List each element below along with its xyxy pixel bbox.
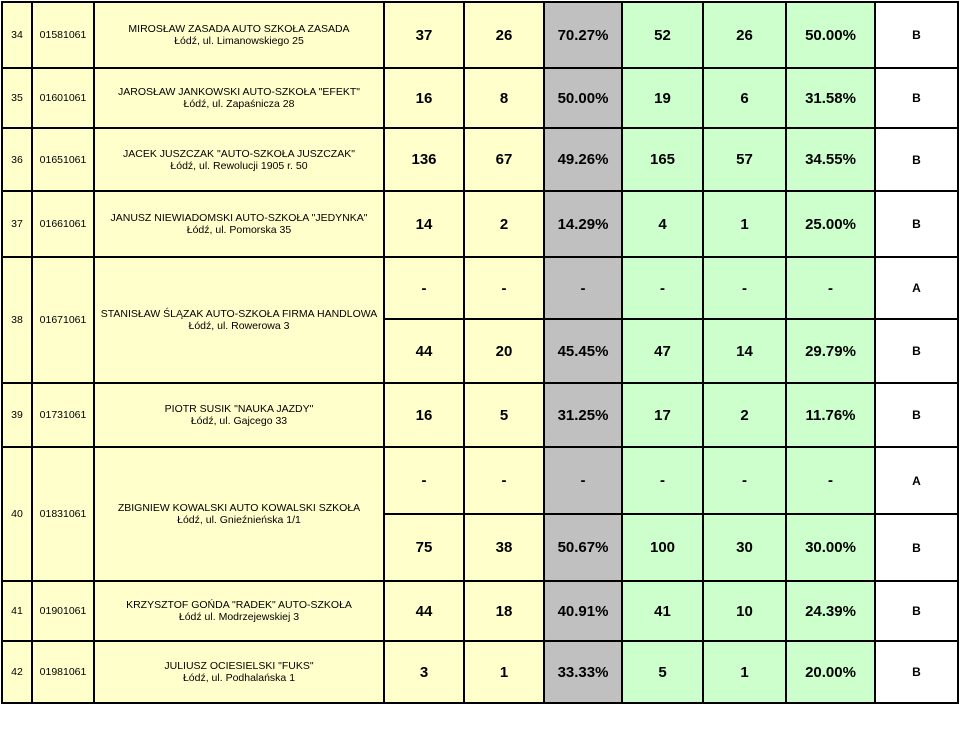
attempts: 100 <box>622 514 703 581</box>
school-code: 01581061 <box>32 2 94 68</box>
school-info <box>94 383 384 447</box>
school-info <box>94 257 384 383</box>
school-info <box>94 128 384 191</box>
pass-rate: 50.67% <box>544 514 622 581</box>
license-category: B <box>875 68 958 128</box>
attempts: 19 <box>622 68 703 128</box>
attempts: 52 <box>622 2 703 68</box>
passed: 1 <box>464 641 544 703</box>
passed: 18 <box>464 581 544 641</box>
school-address: Łódź, ul. Gnieźnieńska 1/1 <box>177 514 301 526</box>
school-address: Łódź, ul. Rowerowa 3 <box>188 320 290 332</box>
attempts: - <box>622 257 703 319</box>
attempts: 41 <box>622 581 703 641</box>
school-code: 01601061 <box>32 68 94 128</box>
passed-attempts: 30 <box>703 514 786 581</box>
attempt-pass-rate: 31.58% <box>786 68 875 128</box>
passed: 20 <box>464 319 544 383</box>
school-info <box>94 191 384 257</box>
candidates: 16 <box>384 383 464 447</box>
pass-rate: 70.27% <box>544 2 622 68</box>
row-number: 35 <box>2 68 32 128</box>
candidates: 16 <box>384 68 464 128</box>
passed-attempts: 1 <box>703 641 786 703</box>
school-code: 01831061 <box>32 447 94 581</box>
table-row <box>2 128 958 191</box>
school-address: Łódź, ul. Zapaśnicza 28 <box>183 98 295 110</box>
passed: 5 <box>464 383 544 447</box>
attempt-pass-rate: 30.00% <box>786 514 875 581</box>
school-name: ZBIGNIEW KOWALSKI AUTO KOWALSKI SZKOŁA <box>117 502 361 514</box>
license-category: A <box>875 257 958 319</box>
school-name: JAROSŁAW JANKOWSKI AUTO-SZKOŁA "EFEKT" <box>117 86 360 98</box>
license-category: B <box>875 514 958 581</box>
school-code: 01651061 <box>32 128 94 191</box>
candidates: 37 <box>384 2 464 68</box>
pass-rate: 14.29% <box>544 191 622 257</box>
school-name: STANISŁAW ŚLĄZAK AUTO-SZKOŁA FIRMA HANDLOWA <box>100 308 378 320</box>
school-address: Łódź, ul. Podhalańska 1 <box>182 672 296 684</box>
table-row <box>2 68 958 128</box>
attempt-pass-rate: - <box>786 257 875 319</box>
table-row <box>2 581 958 641</box>
passed-attempts: 2 <box>703 383 786 447</box>
candidates: 75 <box>384 514 464 581</box>
attempts: - <box>622 447 703 514</box>
pass-rate: - <box>544 447 622 514</box>
attempts: 17 <box>622 383 703 447</box>
attempt-pass-rate: 50.00% <box>786 2 875 68</box>
school-info <box>94 447 384 581</box>
passed-attempts: 26 <box>703 2 786 68</box>
school-name: JULIUSZ OCIESIELSKI "FUKS" <box>164 660 314 672</box>
passed-attempts: 6 <box>703 68 786 128</box>
license-category: B <box>875 581 958 641</box>
row-number: 42 <box>2 641 32 703</box>
passed: 38 <box>464 514 544 581</box>
table-row <box>2 383 958 447</box>
school-code: 01981061 <box>32 641 94 703</box>
passed: 26 <box>464 2 544 68</box>
passed-attempts: 57 <box>703 128 786 191</box>
candidates: - <box>384 447 464 514</box>
license-category: B <box>875 2 958 68</box>
row-number: 36 <box>2 128 32 191</box>
school-code: 01671061 <box>32 257 94 383</box>
attempt-pass-rate: 11.76% <box>786 383 875 447</box>
attempt-pass-rate: 25.00% <box>786 191 875 257</box>
candidates: 3 <box>384 641 464 703</box>
license-category: B <box>875 128 958 191</box>
school-code: 01901061 <box>32 581 94 641</box>
table-row <box>2 2 958 68</box>
school-name: KRZYSZTOF GOŃDA "RADEK" AUTO-SZKOŁA <box>126 599 352 611</box>
pass-rate: 31.25% <box>544 383 622 447</box>
row-number: 41 <box>2 581 32 641</box>
attempts: 5 <box>622 641 703 703</box>
pass-rate: - <box>544 257 622 319</box>
school-address: Łódź, ul. Rewolucji 1905 r. 50 <box>170 159 308 172</box>
school-name: JANUSZ NIEWIADOMSKI AUTO-SZKOŁA "JEDYNKA" <box>110 212 368 224</box>
attempt-pass-rate: 20.00% <box>786 641 875 703</box>
passed: 8 <box>464 68 544 128</box>
passed: - <box>464 447 544 514</box>
school-info <box>94 68 384 128</box>
row-number: 39 <box>2 383 32 447</box>
attempts: 4 <box>622 191 703 257</box>
school-info <box>94 2 384 68</box>
passed: 67 <box>464 128 544 191</box>
table-row <box>2 641 958 703</box>
attempts: 47 <box>622 319 703 383</box>
school-address: Łódź ul. Modrzejewskiej 3 <box>178 611 300 623</box>
license-category: B <box>875 319 958 383</box>
license-category: B <box>875 641 958 703</box>
school-info <box>94 581 384 641</box>
candidates: 44 <box>384 581 464 641</box>
row-number: 34 <box>2 2 32 68</box>
passed-attempts: 10 <box>703 581 786 641</box>
passed-attempts: 1 <box>703 191 786 257</box>
row-number: 37 <box>2 191 32 257</box>
row-number: 40 <box>2 447 32 581</box>
candidates: - <box>384 257 464 319</box>
school-name: MIROSŁAW ZASADA AUTO SZKOŁA ZASADA <box>128 23 350 35</box>
table-row <box>2 191 958 257</box>
school-address: Łódź, ul. Pomorska 35 <box>186 224 292 236</box>
pass-rate: 33.33% <box>544 641 622 703</box>
candidates: 136 <box>384 128 464 191</box>
school-address: Łódź, ul. Gajcego 33 <box>190 415 288 427</box>
passed: - <box>464 257 544 319</box>
attempts: 165 <box>622 128 703 191</box>
attempt-pass-rate: - <box>786 447 875 514</box>
passed-attempts: - <box>703 257 786 319</box>
table-row <box>2 447 958 514</box>
candidates: 14 <box>384 191 464 257</box>
attempt-pass-rate: 29.79% <box>786 319 875 383</box>
school-name: JACEK JUSZCZAK "AUTO-SZKOŁA JUSZCZAK" <box>123 147 355 160</box>
candidates: 44 <box>384 319 464 383</box>
row-number: 38 <box>2 257 32 383</box>
school-name: PIOTR SUSIK "NAUKA JAZDY" <box>164 403 314 415</box>
license-category: B <box>875 383 958 447</box>
table-row <box>2 257 958 319</box>
attempt-pass-rate: 24.39% <box>786 581 875 641</box>
passed-attempts: 14 <box>703 319 786 383</box>
school-info <box>94 641 384 703</box>
pass-rate: 45.45% <box>544 319 622 383</box>
passed: 2 <box>464 191 544 257</box>
passed-attempts: - <box>703 447 786 514</box>
results-table <box>1 1 959 704</box>
pass-rate: 50.00% <box>544 68 622 128</box>
pass-rate: 40.91% <box>544 581 622 641</box>
school-address: Łódź, ul. Limanowskiego 25 <box>174 35 304 47</box>
license-category: B <box>875 191 958 257</box>
attempt-pass-rate: 34.55% <box>786 128 875 191</box>
license-category: A <box>875 447 958 514</box>
school-code: 01661061 <box>32 191 94 257</box>
pass-rate: 49.26% <box>544 128 622 191</box>
school-code: 01731061 <box>32 383 94 447</box>
